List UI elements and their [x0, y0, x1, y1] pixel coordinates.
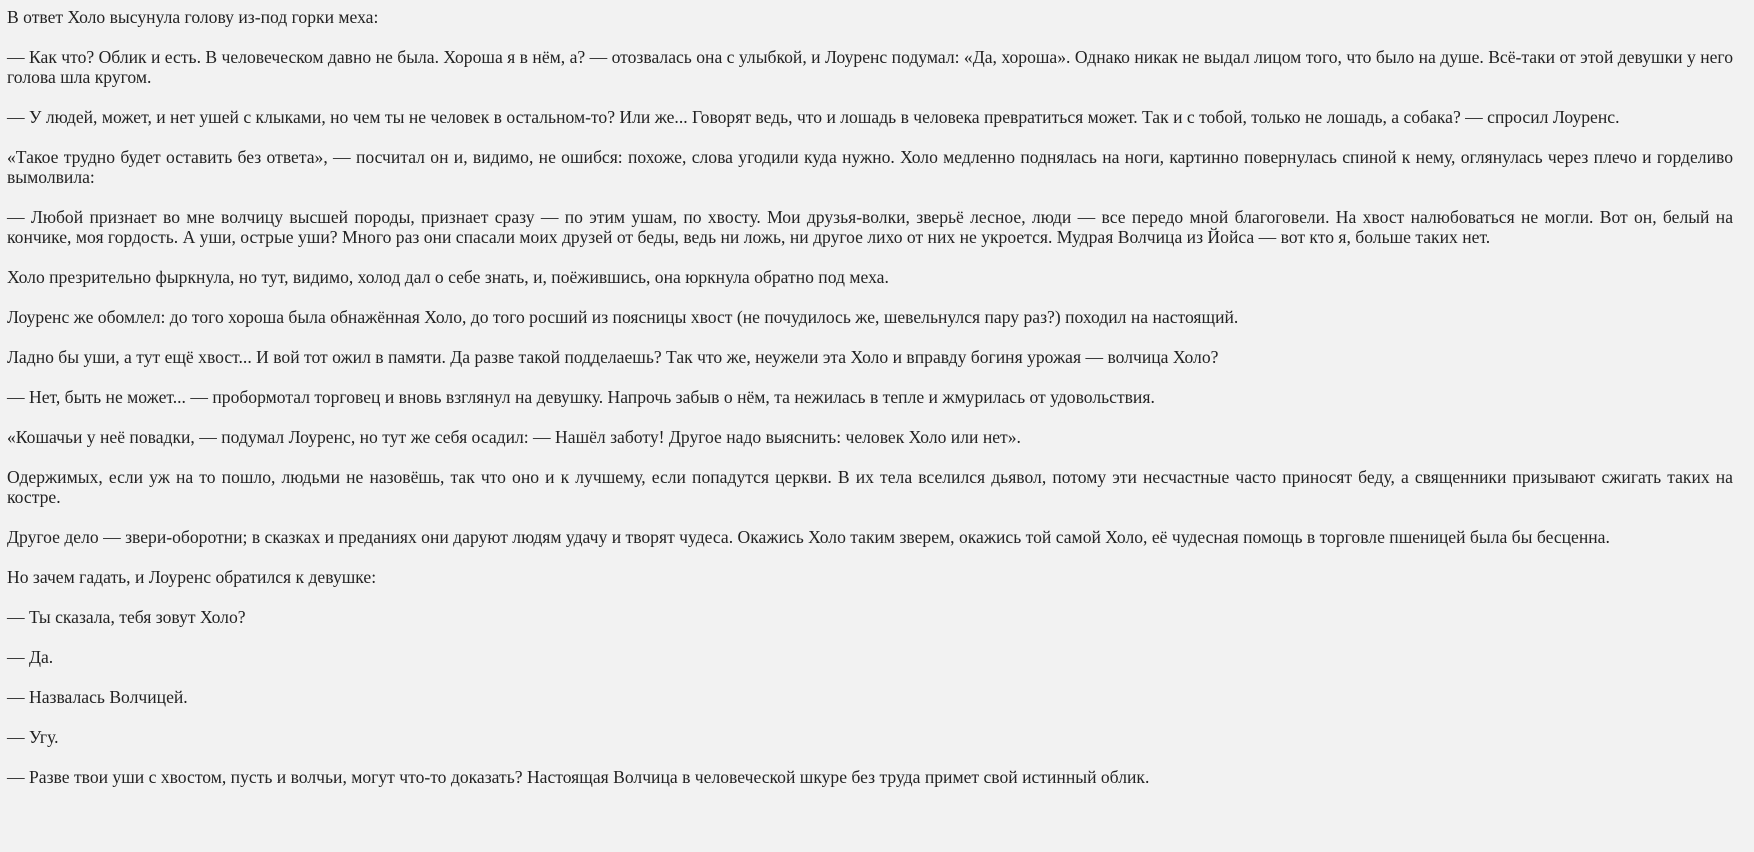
paragraph: «Такое трудно будет оставить без ответа», — посчитал он и, видимо, не ошибся: похоже, слова угодили куда нужно. Холо медленно поднялась на ноги, картинно повернулась спиной к нему, оглянулась через плечо и горделиво вымолвила:: [7, 147, 1733, 187]
paragraph: «Кошачьи у неё повадки, — подумал Лоуренс, но тут же себя осадил: — Нашёл заботу! Другое надо выяснить: человек Холо или нет».: [7, 427, 1021, 447]
document-body: [7, 7, 1733, 807]
paragraph: Одержимых, если уж на то пошло, людьми не назовёшь, так что оно и к лучшему, если попадутся церкви. В их тела вселился дьявол, потому эти несчастные часто приносят беду, а священники призывают сжигать таких на костре.: [7, 467, 1733, 507]
paragraph: Но зачем гадать, и Лоуренс обратился к девушке:: [7, 567, 377, 587]
paragraph: Лоуренс же обомлел: до того хороша была обнажённая Холо, до того росший из поясницы хвост (не почудилось же, шевельнулся пару раз?) походил на настоящий.: [7, 307, 1239, 327]
paragraph: — Да.: [7, 647, 54, 667]
paragraph: — У людей, может, и нет ушей с клыками, но чем ты не человек в остальном-то? Или же... Говорят ведь, что и лошадь в человека превратиться может. Так и с тобой, только не лошадь, а собака? — спросил Лоуренс.: [7, 107, 1620, 127]
paragraph: — Угу.: [7, 727, 59, 747]
paragraph: — Назвалась Волчицей.: [7, 687, 188, 707]
paragraph: Холо презрительно фыркнула, но тут, видимо, холод дал о себе знать, и, поёжившись, она юркнула обратно под меха.: [7, 267, 889, 287]
paragraph: — Нет, быть не может... — пробормотал торговец и вновь взглянул на девушку. Напрочь забыв о нём, та нежилась в тепле и жмурилась от удовольствия.: [7, 387, 1155, 407]
paragraph: — Как что? Облик и есть. В человеческом давно не была. Хороша я в нём, а? — отозвалась она с улыбкой, и Лоуренс подумал: «Да, хороша». Однако никак не выдал лицом того, что было на душе. Всё-таки от этой девушки у него голова шла кругом.: [7, 47, 1733, 87]
paragraph: — Разве твои уши с хвостом, пусть и волчьи, могут что-то доказать? Настоящая Волчица в человеческой шкуре без труда примет свой истинный облик.: [7, 767, 1150, 787]
paragraph: Ладно бы уши, а тут ещё хвост... И вой тот ожил в памяти. Да разве такой подделаешь? Так что же, неужели эта Холо и вправду богиня урожая — волчица Холо?: [7, 347, 1219, 367]
paragraph: Другое дело — звери-оборотни; в сказках и преданиях они даруют людям удачу и творят чудеса. Окажись Холо таким зверем, окажись той самой Холо, её чудесная помощь в торговле пшеницей была бы бесценна.: [7, 527, 1610, 547]
paragraph: — Ты сказала, тебя зовут Холо?: [7, 607, 246, 627]
paragraph: В ответ Холо высунула голову из-под горки меха:: [7, 7, 379, 27]
paragraph: — Любой признает во мне волчицу высшей породы, признает сразу — по этим ушам, по хвосту. Мои друзья-волки, зверьё лесное, люди — все передо мной благоговели. На хвост налюбоваться не могли. Вот он, белый на кончике, моя гордость. А уши, острые уши? Много раз они спасали моих друзей от беды, ведь ни ложь, ни другое лихо от них не укроется. Мудрая Волчица из Йойса — вот кто я, больше таких нет.: [7, 207, 1733, 247]
